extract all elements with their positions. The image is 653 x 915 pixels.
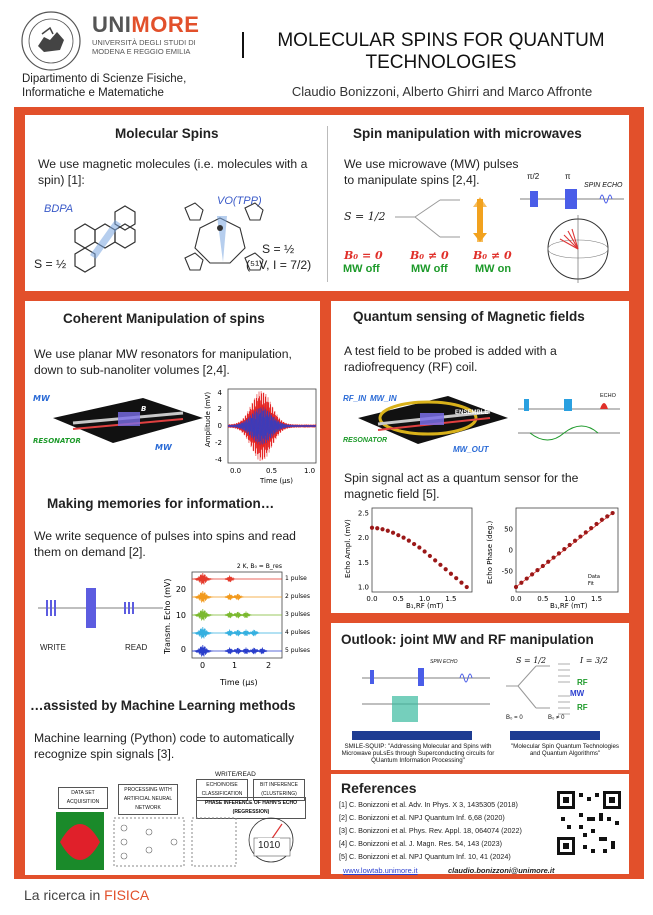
data-point bbox=[380, 527, 384, 531]
read-label: READ bbox=[125, 643, 148, 652]
echo-trace bbox=[192, 627, 282, 639]
data-point bbox=[396, 533, 400, 537]
x-tick-label: 0.5 bbox=[537, 595, 549, 603]
outlook-mw: MW bbox=[570, 689, 585, 698]
mw-off-label-1: MW off bbox=[343, 263, 380, 275]
reference-item: [1] C. Bonizzoni et al. Adv. In Phys. X 3, 1435305 (2018) bbox=[339, 800, 518, 809]
x-tick-label: 1.5 bbox=[590, 595, 603, 603]
data-point bbox=[514, 585, 518, 589]
contact-email[interactable]: claudio.bonizzoni@unimore.it bbox=[448, 866, 555, 875]
memories-text: We write sequence of pulses into spins and read them on demand [2]. bbox=[34, 529, 296, 559]
molspin-caption: "Molecular Spin Quantum Technologies and Quantum Algorithms" bbox=[510, 743, 620, 757]
data-point bbox=[589, 526, 593, 530]
plot1-xlabel: B₁,RF (mT) bbox=[406, 602, 444, 610]
b0-nonzero-label-1: B₀ ≠ 0 bbox=[410, 249, 449, 262]
svg-text:-2: -2 bbox=[215, 439, 222, 447]
y-tick-label: 2.5 bbox=[357, 509, 369, 518]
data-point bbox=[519, 581, 523, 585]
pulse-half-label: π/2 bbox=[527, 172, 540, 181]
pulse-pi-label: π bbox=[565, 172, 571, 181]
outlook-b0-zero: B₀ = 0 bbox=[506, 715, 523, 721]
data-point bbox=[423, 549, 427, 553]
write-read-pulse-sequence bbox=[38, 583, 163, 638]
ml-text: Machine learning (Python) code to automatically recognize spin signals [3]. bbox=[34, 731, 295, 761]
svg-text:0: 0 bbox=[217, 422, 222, 430]
lab-website-link[interactable]: www.lowtab.unimore.it bbox=[343, 866, 418, 875]
vo-nuclear-spin: (⁵¹V, I = 7/2) bbox=[246, 258, 312, 272]
svg-text:-4: -4 bbox=[215, 456, 222, 464]
svg-text:4: 4 bbox=[217, 389, 222, 397]
svg-text:0.5: 0.5 bbox=[266, 467, 278, 475]
data-point bbox=[412, 542, 416, 546]
echo-trace bbox=[192, 645, 282, 657]
x-tick-label: 1.5 bbox=[445, 595, 457, 603]
data-point bbox=[535, 568, 539, 572]
echo-phase-plot bbox=[482, 502, 626, 610]
data-point bbox=[401, 536, 405, 540]
svg-text:5 pulses: 5 pulses bbox=[285, 647, 310, 654]
reference-item: [3] C. Bonizzoni et al. Phys. Rev. Appl. 18, 064074 (2022) bbox=[339, 826, 522, 835]
y-tick-label: 50 bbox=[504, 525, 513, 534]
data-point bbox=[438, 563, 442, 567]
data-point bbox=[433, 558, 437, 562]
outlook-level-diagram bbox=[506, 656, 624, 726]
bdpa-label: BDPA bbox=[44, 203, 74, 215]
svg-text:Amplitude (mV): Amplitude (mV) bbox=[204, 391, 212, 447]
b0-zero-label: B₀ = 0 bbox=[344, 249, 383, 262]
data-point bbox=[417, 545, 421, 549]
echo-amplitude-plot bbox=[340, 502, 480, 610]
svg-text:3 pulses: 3 pulses bbox=[285, 611, 310, 618]
resonator-diagram bbox=[33, 388, 203, 458]
vo-label: VO(TPP) bbox=[217, 195, 262, 207]
qs-resonator-label: RESONATOR bbox=[343, 437, 388, 444]
molecular-spins-text: We use magnetic molecules (i.e. molecules with a spin) [1]: bbox=[38, 157, 308, 187]
data-point bbox=[375, 526, 379, 530]
data-point bbox=[459, 581, 463, 585]
svg-text:0: 0 bbox=[180, 645, 186, 654]
plot2-legend-fit: Fit bbox=[588, 581, 594, 587]
outlook-b0-nonzero: B₀ ≠ 0 bbox=[548, 715, 565, 721]
outlook-rf-2: RF bbox=[577, 703, 588, 712]
reference-item: [5] C. Bonizzoni et al. NPJ Quantum Inf. 10, 41 (2024) bbox=[339, 852, 511, 861]
qr-code-icon[interactable] bbox=[557, 791, 621, 855]
ml-box-phase-inference: PHASE INFERENCE OF HAHN'S ECHO (REGRESSION) bbox=[196, 797, 306, 819]
resonator-label: RESONATOR bbox=[33, 437, 81, 445]
memories-plot bbox=[160, 562, 318, 690]
x-tick-label: 1.0 bbox=[419, 595, 431, 603]
poster-authors: Claudio Bonizzoni, Alberto Ghirri and Marco Affronte bbox=[291, 84, 593, 99]
b0-nonzero-label-2: B₀ ≠ 0 bbox=[473, 249, 512, 262]
university-name: UNIMORE bbox=[92, 12, 200, 37]
svg-text:1 pulse: 1 pulse bbox=[285, 575, 307, 582]
data-point bbox=[605, 514, 609, 518]
echo-trace bbox=[192, 609, 282, 621]
svg-text:1.0: 1.0 bbox=[304, 467, 316, 475]
svg-text:Transm. Echo (mV): Transm. Echo (mV) bbox=[163, 578, 172, 654]
bdpa-molecule-diagram bbox=[55, 200, 155, 280]
svg-text:2: 2 bbox=[217, 405, 222, 413]
svg-text:Time (μs): Time (μs) bbox=[260, 477, 293, 485]
ml-box-acquisition: DATA SET ACQUISITION bbox=[58, 787, 108, 809]
spin-echo-label: SPIN ECHO bbox=[584, 182, 623, 189]
ml-bits-output: 1010 bbox=[258, 838, 280, 854]
spin-s-label: S = 1/2 bbox=[344, 210, 386, 223]
footer-tagline: La ricerca in FISICA bbox=[24, 887, 150, 903]
reference-item: [4] C. Bonizzoni et al. J. Magn. Res. 54, 143 (2023) bbox=[339, 839, 503, 848]
data-point bbox=[530, 572, 534, 576]
outlook-title: Outlook: joint MW and RF manipulation bbox=[341, 632, 594, 647]
svg-text:2 pulses: 2 pulses bbox=[285, 593, 310, 600]
mw-off-label-2: MW off bbox=[411, 263, 448, 275]
spin-manipulation-title: Spin manipulation with microwaves bbox=[353, 126, 582, 141]
data-point bbox=[557, 551, 561, 555]
write-label: WRITE bbox=[40, 643, 66, 652]
svg-text:2 K, B₀ = B_res: 2 K, B₀ = B_res bbox=[236, 563, 282, 570]
data-point bbox=[541, 564, 545, 568]
data-point bbox=[391, 531, 395, 535]
plot2-xlabel: B₁,RF (mT) bbox=[550, 602, 588, 610]
y-tick-label: 1.5 bbox=[357, 558, 369, 567]
data-point bbox=[370, 526, 374, 530]
mw-in-label: MW bbox=[33, 394, 50, 403]
poster-title: MOLECULAR SPINS FOR QUANTUM TECHNOLOGIES bbox=[277, 30, 605, 73]
coherent-plot bbox=[202, 385, 320, 485]
department-name: Dipartimento di Scienze Fisiche, Informatiche e Matematiche bbox=[22, 73, 187, 99]
references-title: References bbox=[341, 780, 417, 796]
svg-text:0.0: 0.0 bbox=[230, 467, 242, 475]
zeeman-splitting-diagram bbox=[395, 195, 505, 245]
data-point bbox=[568, 543, 572, 547]
ml-write-read-label: WRITE/READ bbox=[215, 771, 256, 778]
data-point bbox=[465, 585, 469, 589]
data-point bbox=[578, 534, 582, 538]
ensemble-label: ENSEMBLE bbox=[455, 410, 489, 416]
y-tick-label: 2.0 bbox=[357, 534, 369, 543]
x-tick-label: 0.5 bbox=[392, 595, 404, 603]
data-point bbox=[407, 539, 411, 543]
y-tick-label: 1.0 bbox=[357, 583, 369, 592]
y-tick-label: 0 bbox=[508, 546, 513, 555]
bdpa-spin: S = ½ bbox=[34, 257, 67, 271]
smile-caption: SMILE-SQUIP: "Addressing Molecular and Spins with Microwave puLsEs through Superconducting circuits for QUantum Information Processing" bbox=[341, 743, 495, 764]
data-point bbox=[562, 547, 566, 551]
echo-trace bbox=[192, 591, 282, 603]
references-list bbox=[339, 798, 522, 863]
spin-echo-bloch-diagram bbox=[520, 183, 626, 283]
echo-trace bbox=[192, 573, 282, 585]
svg-text:0: 0 bbox=[200, 661, 206, 670]
svg-text:10: 10 bbox=[175, 611, 186, 620]
data-point bbox=[428, 554, 432, 558]
outlook-pulse-diagram bbox=[340, 656, 500, 728]
data-point bbox=[573, 539, 577, 543]
svg-text:2: 2 bbox=[266, 661, 272, 670]
data-point bbox=[551, 555, 555, 559]
memories-title: Making memories for information… bbox=[47, 496, 275, 511]
title-divider bbox=[242, 32, 244, 58]
x-tick-label: 0.0 bbox=[366, 595, 378, 603]
data-point bbox=[546, 560, 550, 564]
svg-text:B: B bbox=[141, 405, 147, 413]
x-tick-label: 1.0 bbox=[564, 595, 576, 603]
ml-box-bit-inference: BIT INFERENCE (CLUSTERING) bbox=[253, 779, 305, 801]
reference-item: [2] C. Bonizzoni et al. NPJ Quantum Inf. 6,68 (2020) bbox=[339, 813, 505, 822]
svg-text:1: 1 bbox=[232, 661, 238, 670]
spin-manipulation-text: We use microwave (MW) pulses to manipulate spins [2,4]. bbox=[344, 157, 519, 187]
ml-box-classification: ECHO/NOISE CLASSIFICATION bbox=[196, 779, 248, 801]
plot1-ylabel: Echo Ampl. (mV) bbox=[344, 519, 352, 578]
data-point bbox=[584, 530, 588, 534]
quantum-sensing-text-1: A test field to be probed is added with a radiofrequency (RF) coil. bbox=[344, 344, 557, 374]
smile-logo-banner bbox=[352, 731, 472, 740]
data-point bbox=[454, 576, 458, 580]
outlook-s-half: S = 1/2 bbox=[516, 656, 547, 665]
outlook-i-32: I = 3/2 bbox=[580, 656, 608, 665]
plot2-ylabel: Echo Phase (deg.) bbox=[486, 520, 494, 584]
mw-out-label: MW bbox=[155, 443, 172, 452]
molspin-logo-banner bbox=[510, 731, 600, 740]
data-point bbox=[444, 567, 448, 571]
plot2-legend-data: Data bbox=[588, 574, 600, 580]
data-point bbox=[600, 518, 604, 522]
outlook-spin-echo: SPIN ECHO bbox=[430, 659, 458, 665]
outlook-rf-1: RF bbox=[577, 678, 588, 687]
quantum-sensing-text-2: Spin signal act as a quantum sensor for the magnetic field [5]. bbox=[344, 471, 579, 501]
data-point bbox=[611, 511, 615, 515]
svg-text:4 pulses: 4 pulses bbox=[285, 629, 310, 636]
qs-mw-in-label: MW_IN bbox=[370, 394, 397, 403]
data-point bbox=[525, 576, 529, 580]
panel-divider bbox=[327, 126, 328, 282]
university-subtitle: UNIVERSITÀ DEGLI STUDI DI MODENA E REGGIO EMILIA bbox=[92, 38, 196, 56]
x-tick-label: 0.0 bbox=[510, 595, 522, 603]
ml-title: …assisted by Machine Learning methods bbox=[30, 698, 296, 713]
svg-text:Time (μs): Time (μs) bbox=[220, 678, 258, 687]
data-point bbox=[449, 572, 453, 576]
rf-in-label: RF_IN bbox=[343, 394, 367, 403]
qs-echo-label: ECHO bbox=[600, 393, 616, 399]
university-seal-logo bbox=[20, 10, 82, 72]
coherent-title: Coherent Manipulation of spins bbox=[63, 311, 265, 326]
quantum-sensing-title: Quantum sensing of Magnetic fields bbox=[353, 309, 585, 324]
coherent-text: We use planar MW resonators for manipulation, down to sub-nanoliter volumes [2,4]. bbox=[34, 347, 292, 377]
qs-mw-out-label: MW_OUT bbox=[453, 445, 489, 454]
svg-text:20: 20 bbox=[175, 585, 186, 594]
vo-spin: S = ½ bbox=[262, 242, 295, 256]
molecular-spins-title: Molecular Spins bbox=[115, 126, 219, 141]
ml-box-processing: PROCESSING WITH ARTIFICIAL NEURAL NETWORK bbox=[118, 784, 178, 815]
poster-header bbox=[0, 0, 653, 110]
mw-on-label: MW on bbox=[475, 263, 512, 275]
y-tick-label: -50 bbox=[501, 567, 513, 576]
data-point bbox=[594, 522, 598, 526]
data-point bbox=[386, 529, 390, 533]
